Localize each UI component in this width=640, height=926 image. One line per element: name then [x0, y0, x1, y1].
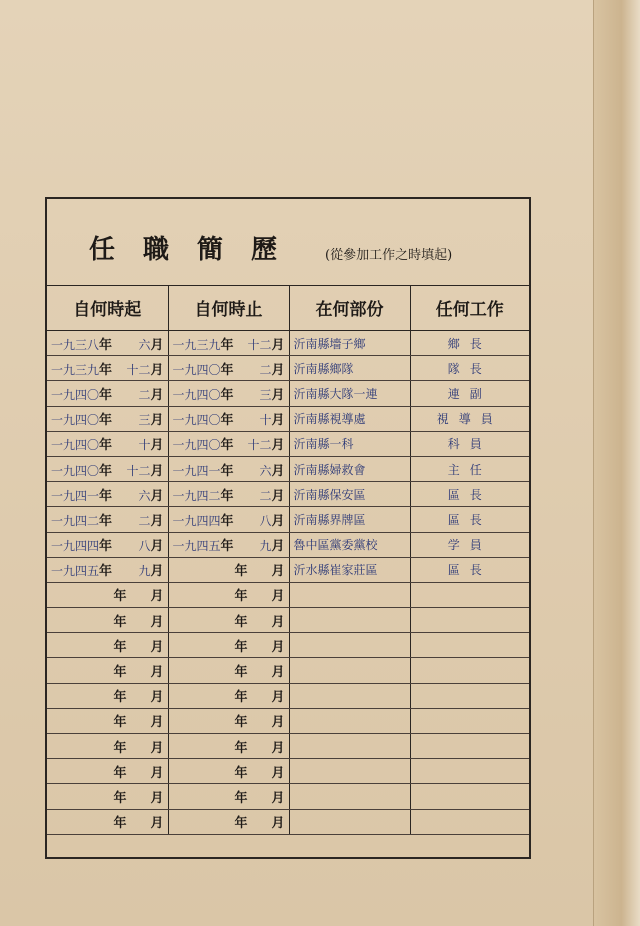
month-label: 月 — [150, 337, 164, 353]
dept-cell — [289, 683, 410, 708]
table-row — [47, 431, 529, 456]
month-value: 十 — [259, 413, 272, 428]
table-row — [47, 482, 529, 507]
dept-cell-text: 沂水縣崔家莊區 — [293, 563, 378, 578]
month-label: 月 — [271, 539, 285, 555]
job-cell-text: 區長 — [447, 512, 492, 527]
year-label: 年 — [113, 614, 127, 630]
job-cell — [410, 532, 529, 557]
month-label: 月 — [150, 765, 164, 781]
to-cell — [168, 331, 289, 356]
month-value: 八 — [259, 513, 272, 528]
dept-cell-text: 沂南縣視導處 — [293, 412, 366, 427]
job-cell — [410, 784, 529, 809]
year-value: 一九四五 — [172, 539, 221, 554]
year-value: 一九三九 — [51, 362, 100, 377]
header-to: 自何時止 — [168, 285, 289, 331]
month-label: 月 — [271, 438, 285, 454]
year-label: 年 — [99, 513, 113, 529]
year-value: 一九四四 — [172, 513, 221, 528]
job-cell-text: 區長 — [447, 487, 492, 502]
job-cell-text: 連副 — [447, 386, 492, 401]
month-value: 六 — [138, 337, 151, 352]
dept-cell — [289, 456, 410, 481]
resume-form — [45, 197, 531, 859]
job-cell — [410, 356, 529, 381]
job-cell-text: 區長 — [447, 563, 492, 578]
job-cell — [410, 582, 529, 607]
dept-cell — [289, 507, 410, 532]
header-row — [47, 285, 529, 331]
month-label: 月 — [271, 589, 285, 605]
month-label: 月 — [271, 816, 285, 832]
from-cell — [47, 331, 168, 356]
table-row — [47, 456, 529, 481]
to-cell — [168, 406, 289, 431]
month-value: 三 — [259, 387, 272, 402]
to-cell — [168, 482, 289, 507]
dept-cell — [289, 608, 410, 633]
month-label: 月 — [150, 589, 164, 605]
month-value: 二 — [138, 387, 151, 402]
year-value: 一九四〇 — [51, 463, 100, 478]
job-cell — [410, 331, 529, 356]
year-value: 一九四一 — [51, 488, 100, 503]
month-value: 十二 — [126, 463, 151, 478]
year-label: 年 — [113, 639, 127, 655]
year-label: 年 — [220, 337, 234, 353]
month-value: 二 — [138, 513, 151, 528]
year-label: 年 — [234, 816, 248, 832]
from-cell — [47, 734, 168, 759]
dept-cell — [289, 809, 410, 834]
month-label: 月 — [150, 614, 164, 630]
table-row — [47, 784, 529, 809]
to-cell — [168, 557, 289, 582]
year-label: 年 — [113, 765, 127, 781]
year-label: 年 — [113, 816, 127, 832]
month-label: 月 — [271, 488, 285, 504]
month-label: 月 — [271, 765, 285, 781]
table-row — [47, 658, 529, 683]
dept-cell — [289, 532, 410, 557]
header-from: 自何時起 — [47, 285, 168, 331]
year-value: 一九四二 — [51, 513, 100, 528]
job-cell — [410, 608, 529, 633]
to-cell — [168, 658, 289, 683]
table-row — [47, 633, 529, 658]
year-label: 年 — [220, 438, 234, 454]
month-value: 十二 — [247, 438, 272, 453]
dept-cell-text: 魯中區黨委黨校 — [293, 538, 378, 553]
table-row — [47, 406, 529, 431]
job-cell — [410, 759, 529, 784]
to-cell — [168, 809, 289, 834]
year-label: 年 — [99, 413, 113, 429]
month-label: 月 — [271, 639, 285, 655]
month-label: 月 — [150, 740, 164, 756]
dept-cell — [289, 658, 410, 683]
to-cell — [168, 582, 289, 607]
table-row — [47, 608, 529, 633]
month-value: 九 — [259, 539, 272, 554]
from-cell — [47, 381, 168, 406]
year-value: 一九四四 — [51, 539, 100, 554]
month-label: 月 — [150, 488, 164, 504]
month-label: 月 — [271, 740, 285, 756]
dept-cell-text: 沂南縣鄉隊 — [293, 361, 354, 376]
year-label: 年 — [234, 715, 248, 731]
month-label: 月 — [150, 690, 164, 706]
to-cell — [168, 633, 289, 658]
table-row — [47, 809, 529, 834]
year-value: 一九四〇 — [51, 438, 100, 453]
year-label: 年 — [220, 488, 234, 504]
from-cell — [47, 658, 168, 683]
month-label: 月 — [271, 715, 285, 731]
from-cell — [47, 683, 168, 708]
job-cell — [410, 431, 529, 456]
to-cell — [168, 608, 289, 633]
job-cell — [410, 809, 529, 834]
job-cell — [410, 456, 529, 481]
from-cell — [47, 431, 168, 456]
year-value: 一九四〇 — [172, 362, 221, 377]
to-cell — [168, 734, 289, 759]
dept-cell-text: 沂南縣大隊一連 — [293, 386, 378, 401]
year-label: 年 — [234, 589, 248, 605]
job-cell — [410, 507, 529, 532]
year-label: 年 — [99, 463, 113, 479]
title-area — [47, 199, 529, 286]
month-value: 三 — [138, 413, 151, 428]
job-cell — [410, 482, 529, 507]
month-label: 月 — [271, 665, 285, 681]
from-cell — [47, 406, 168, 431]
table-row — [47, 708, 529, 733]
to-cell — [168, 532, 289, 557]
year-label: 年 — [220, 513, 234, 529]
month-label: 月 — [150, 564, 164, 580]
month-label: 月 — [150, 665, 164, 681]
table-row — [47, 557, 529, 582]
year-label: 年 — [234, 765, 248, 781]
from-cell — [47, 633, 168, 658]
year-label: 年 — [234, 690, 248, 706]
dept-cell-text: 沂南縣一科 — [293, 437, 354, 452]
dept-cell — [289, 582, 410, 607]
month-label: 月 — [150, 438, 164, 454]
month-label: 月 — [271, 413, 285, 429]
from-cell — [47, 482, 168, 507]
dept-cell-text: 沂南縣婦救會 — [293, 462, 366, 477]
job-cell-text: 学員 — [447, 538, 492, 553]
month-label: 月 — [150, 639, 164, 655]
job-cell — [410, 406, 529, 431]
year-value: 一九三九 — [172, 337, 221, 352]
month-label: 月 — [150, 816, 164, 832]
year-label: 年 — [234, 790, 248, 806]
dept-cell-text: 沂南縣保安區 — [293, 487, 366, 502]
job-cell — [410, 381, 529, 406]
year-label: 年 — [220, 539, 234, 555]
job-cell — [410, 708, 529, 733]
year-label: 年 — [99, 539, 113, 555]
job-cell — [410, 633, 529, 658]
form-title-note: (從參加工作之時填起) — [325, 248, 453, 263]
year-label: 年 — [113, 715, 127, 731]
month-label: 月 — [150, 513, 164, 529]
header-job: 任何工作 — [410, 285, 529, 331]
month-value: 二 — [259, 488, 272, 503]
year-label: 年 — [99, 438, 113, 454]
to-cell — [168, 456, 289, 481]
to-cell — [168, 431, 289, 456]
from-cell — [47, 532, 168, 557]
table-row — [47, 356, 529, 381]
to-cell — [168, 759, 289, 784]
table-row — [47, 532, 529, 557]
from-cell — [47, 708, 168, 733]
paper-torn-edge — [593, 0, 640, 926]
year-label: 年 — [113, 790, 127, 806]
year-label: 年 — [99, 564, 113, 580]
month-value: 十二 — [126, 362, 151, 377]
year-label: 年 — [99, 362, 113, 378]
month-label: 月 — [271, 614, 285, 630]
year-label: 年 — [220, 413, 234, 429]
year-value: 一九四一 — [172, 463, 221, 478]
month-label: 月 — [271, 387, 285, 403]
year-value: 一九四〇 — [51, 413, 100, 428]
table-row — [47, 507, 529, 532]
month-label: 月 — [271, 790, 285, 806]
table-row — [47, 683, 529, 708]
dept-cell-text: 沂南縣界牌區 — [293, 512, 366, 527]
month-value: 八 — [138, 539, 151, 554]
dept-cell — [289, 633, 410, 658]
form-title: 任職簡歷 — [89, 235, 306, 265]
from-cell — [47, 456, 168, 481]
month-label: 月 — [271, 362, 285, 378]
month-label: 月 — [271, 337, 285, 353]
year-value: 一九四〇 — [172, 413, 221, 428]
job-cell — [410, 557, 529, 582]
dept-cell — [289, 557, 410, 582]
to-cell — [168, 784, 289, 809]
dept-cell — [289, 331, 410, 356]
year-label: 年 — [220, 463, 234, 479]
year-label: 年 — [113, 740, 127, 756]
from-cell — [47, 557, 168, 582]
job-cell-text: 視導員 — [436, 412, 503, 427]
dept-cell — [289, 708, 410, 733]
to-cell — [168, 507, 289, 532]
job-cell — [410, 683, 529, 708]
month-label: 月 — [271, 513, 285, 529]
from-cell — [47, 507, 168, 532]
year-value: 一九四〇 — [172, 438, 221, 453]
year-label: 年 — [234, 564, 248, 580]
year-label: 年 — [99, 488, 113, 504]
from-cell — [47, 784, 168, 809]
history-table — [47, 285, 529, 835]
year-label: 年 — [113, 589, 127, 605]
header-dept: 在何部份 — [289, 285, 410, 331]
to-cell — [168, 683, 289, 708]
year-value: 一九四〇 — [172, 387, 221, 402]
month-label: 月 — [150, 362, 164, 378]
dept-cell — [289, 759, 410, 784]
job-cell — [410, 658, 529, 683]
year-label: 年 — [99, 387, 113, 403]
from-cell — [47, 356, 168, 381]
to-cell — [168, 708, 289, 733]
month-value: 十二 — [247, 337, 272, 352]
table-row — [47, 759, 529, 784]
job-cell-text: 科員 — [447, 437, 492, 452]
month-value: 十 — [138, 438, 151, 453]
month-label: 月 — [271, 463, 285, 479]
dept-cell — [289, 381, 410, 406]
dept-cell-text: 沂南縣墻子鄉 — [293, 336, 366, 351]
year-label: 年 — [234, 639, 248, 655]
from-cell — [47, 759, 168, 784]
dept-cell — [289, 431, 410, 456]
month-label: 月 — [271, 564, 285, 580]
year-label: 年 — [99, 337, 113, 353]
dept-cell — [289, 784, 410, 809]
year-value: 一九四〇 — [51, 387, 100, 402]
month-value: 六 — [138, 488, 151, 503]
to-cell — [168, 381, 289, 406]
month-label: 月 — [150, 539, 164, 555]
dept-cell — [289, 734, 410, 759]
from-cell — [47, 809, 168, 834]
year-label: 年 — [113, 665, 127, 681]
year-label: 年 — [234, 665, 248, 681]
year-value: 一九四五 — [51, 564, 100, 579]
month-label: 月 — [150, 463, 164, 479]
month-label: 月 — [150, 387, 164, 403]
month-value: 九 — [138, 564, 151, 579]
year-label: 年 — [234, 740, 248, 756]
month-value: 六 — [259, 463, 272, 478]
year-label: 年 — [234, 614, 248, 630]
month-label: 月 — [271, 690, 285, 706]
year-label: 年 — [220, 362, 234, 378]
month-label: 月 — [150, 413, 164, 429]
table-row — [47, 582, 529, 607]
month-label: 月 — [150, 790, 164, 806]
month-label: 月 — [150, 715, 164, 731]
table-row — [47, 734, 529, 759]
from-cell — [47, 582, 168, 607]
table-row — [47, 331, 529, 356]
job-cell — [410, 734, 529, 759]
job-cell-text: 隊長 — [447, 361, 492, 376]
table-row — [47, 381, 529, 406]
dept-cell — [289, 356, 410, 381]
year-label: 年 — [113, 690, 127, 706]
month-value: 二 — [259, 362, 272, 377]
year-value: 一九四二 — [172, 488, 221, 503]
from-cell — [47, 608, 168, 633]
year-label: 年 — [220, 387, 234, 403]
dept-cell — [289, 482, 410, 507]
year-value: 一九三八 — [51, 337, 100, 352]
job-cell-text: 鄉長 — [447, 336, 492, 351]
dept-cell — [289, 406, 410, 431]
to-cell — [168, 356, 289, 381]
job-cell-text: 主任 — [447, 462, 492, 477]
